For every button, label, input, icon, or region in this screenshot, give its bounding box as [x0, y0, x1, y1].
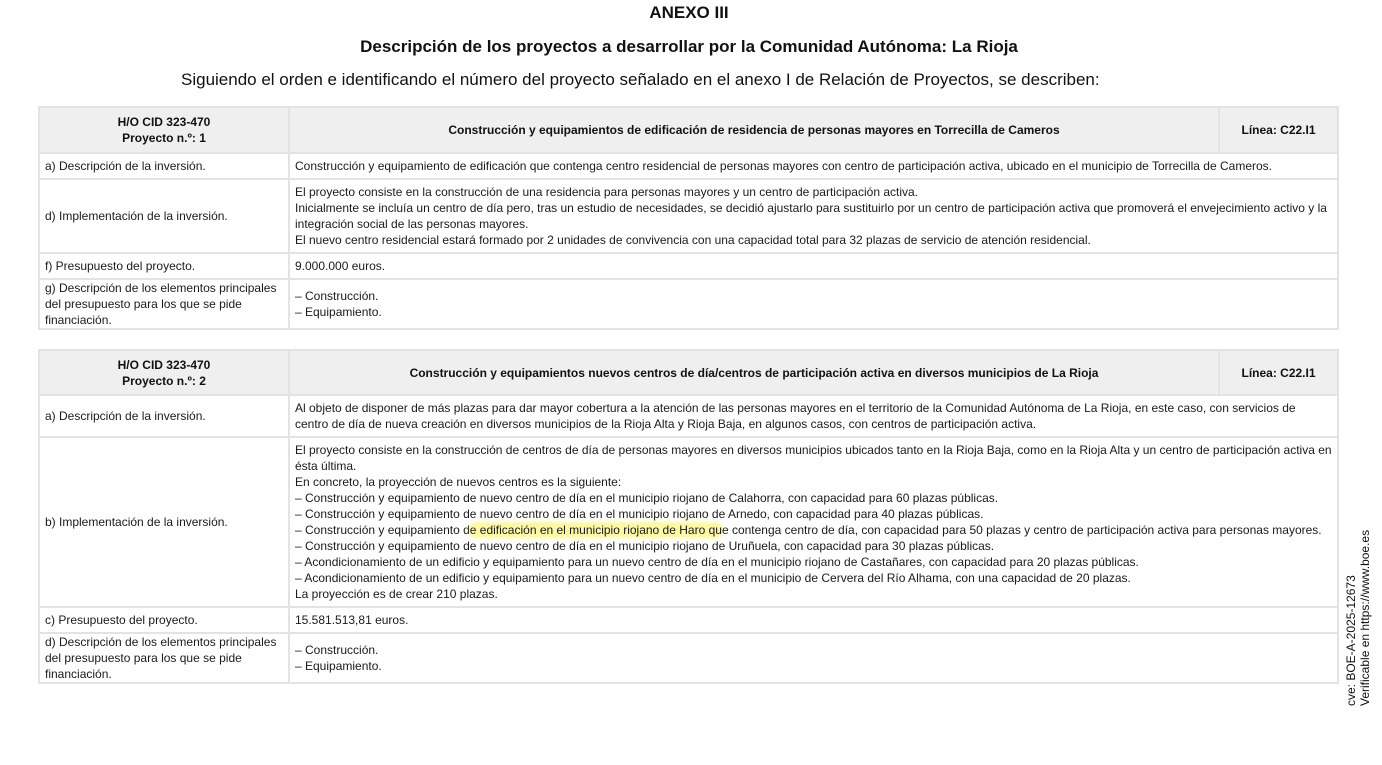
project-table-2 — [38, 349, 1339, 684]
project-linea: Línea: C22.I1 — [1219, 350, 1338, 395]
row-value — [289, 395, 1338, 437]
project-header-row — [39, 350, 1338, 395]
project-number: Proyecto n.º: 1 — [122, 131, 206, 145]
table-row — [39, 279, 1338, 329]
row-value — [289, 437, 1338, 607]
row-label: d) Implementación de la inversión. — [39, 179, 289, 253]
row-text: En concreto, la proyección de nuevos centros es la siguiente: — [295, 475, 622, 489]
verify-link[interactable]: Verificable en https://www.boe.es — [1358, 529, 1372, 706]
budget-value: 9.000.000 euros. — [289, 253, 1338, 279]
table-row — [39, 437, 1338, 607]
table-row — [39, 395, 1338, 437]
row-text: Al objeto de disponer de más plazas para dar mayor cobertura a la atención de las personas mayores en el territorio de la Comunidad Autónoma de La Rioja, en este caso, con servicios de centro de día de nueva creación en diversos municipios de la Rioja Alta y Rioja Baja, en algunos casos, con centros de participación activa. — [295, 401, 1296, 431]
row-value — [289, 633, 1338, 683]
text-segment: e contenga centro de día, con capacidad para 50 plazas y centro de participación activa para personas mayores. — [721, 523, 1322, 537]
cid-label: H/O CID 323-470 — [117, 357, 211, 372]
highlighted-text[interactable]: e edificación en el municipio riojano de Haro qu — [469, 523, 722, 537]
cve-code: cve: BOE-A-2025-12673 — [1344, 575, 1358, 706]
row-text: Construcción y equipamiento de edificación que contenga centro residencial de personas mayores con centro de participación activa, ubicado en el municipio de Torrecilla de Cameros. — [295, 159, 1273, 173]
list-item: – Acondicionamiento de un edificio y equipamiento para un nuevo centro de día en el municipio de Cervera del Río Alhama, con una capacidad de 20 plazas. — [295, 571, 1131, 585]
intro-text: Siguiendo el orden e identificando el número del proyecto señalado en el anexo I de Relación de Proyectos, se describen: — [181, 70, 1100, 89]
list-item: – Equipamiento. — [295, 305, 382, 319]
row-label: d) Descripción de los elementos principales del presupuesto para los que se pide financiación. — [39, 633, 289, 683]
row-text: El proyecto consiste en la construcción de centros de día de personas mayores en diversos municipios ubicados tanto en la Rioja Baja, como en la Rioja Alta y un centro de participación activa en ésta última. — [295, 443, 1332, 473]
row-label: a) Descripción de la inversión. — [39, 153, 289, 179]
list-item: – Construcción y equipamiento de nuevo centro de día en el municipio riojano de Uruñuela, con capacidad para 30 plazas públicas. — [295, 539, 995, 553]
row-value — [289, 153, 1338, 179]
project-id-cell — [39, 350, 289, 395]
project-number: Proyecto n.º: 2 — [122, 373, 206, 388]
row-label: f) Presupuesto del proyecto. — [39, 253, 289, 279]
project-linea: Línea: C22.I1 — [1219, 107, 1338, 153]
project-title: Construcción y equipamientos nuevos centros de día/centros de participación activa en diversos municipios de La Rioja — [289, 350, 1219, 395]
list-item: – Construcción y equipamiento de nuevo centro de día en el municipio riojano de Calahorra, con capacidad para 60 plazas públicas. — [295, 491, 999, 505]
table-row — [39, 153, 1338, 179]
table-row — [39, 253, 1338, 279]
row-label: a) Descripción de la inversión. — [39, 395, 289, 437]
list-item: – Construcción. — [295, 289, 379, 303]
budget-value: 15.581.513,81 euros. — [289, 607, 1338, 633]
list-item-haro — [295, 522, 1332, 538]
row-text: El nuevo centro residencial estará formado por 2 unidades de convivencia con una capacidad total para 32 plazas de servicio de atención residencial. — [295, 233, 1091, 247]
list-item: – Construcción y equipamiento de nuevo centro de día en el municipio riojano de Arnedo, con capacidad para 40 plazas públicas. — [295, 507, 984, 521]
table-row — [39, 633, 1338, 683]
list-item: – Construcción. — [295, 643, 379, 657]
row-label: g) Descripción de los elementos principales del presupuesto para los que se pide financiación. — [39, 279, 289, 329]
project-id-cell — [39, 107, 289, 153]
project-title: Construcción y equipamientos de edificación de residencia de personas mayores en Torrecilla de Cameros — [289, 107, 1219, 153]
list-item: – Equipamiento. — [295, 659, 382, 673]
row-label: b) Implementación de la inversión. — [39, 437, 289, 607]
cid-label: H/O CID 323-470 — [117, 115, 211, 129]
row-text: Inicialmente se incluía un centro de día pero, tras un estudio de necesidades, se decidió ajustarlo para sustituirlo por un centro de participación activa que promoverá el envejecimiento activo y la integración social de las personas mayores. — [295, 201, 1327, 231]
row-text: El proyecto consiste en la construcción de una residencia para personas mayores y un centro de participación activa. — [295, 185, 919, 199]
row-label: c) Presupuesto del proyecto. — [39, 607, 289, 633]
text-segment: – Construcción y equipamiento d — [295, 523, 470, 537]
project-table-1 — [38, 106, 1339, 330]
row-value — [289, 179, 1338, 253]
document-subtitle: Descripción de los proyectos a desarrollar por la Comunidad Autónoma: La Rioja — [360, 37, 1018, 56]
table-row — [39, 179, 1338, 253]
table-row — [39, 607, 1338, 633]
project-header-row — [39, 107, 1338, 153]
row-value — [289, 279, 1338, 329]
list-item: – Acondicionamiento de un edificio y equipamiento para un nuevo centro de día en el municipio riojano de Castañares, con capacidad para 20 plazas públicas. — [295, 555, 1139, 569]
annex-title: ANEXO III — [649, 3, 729, 22]
row-text: La proyección es de crear 210 plazas. — [295, 587, 498, 601]
verification-note — [1344, 530, 1372, 706]
